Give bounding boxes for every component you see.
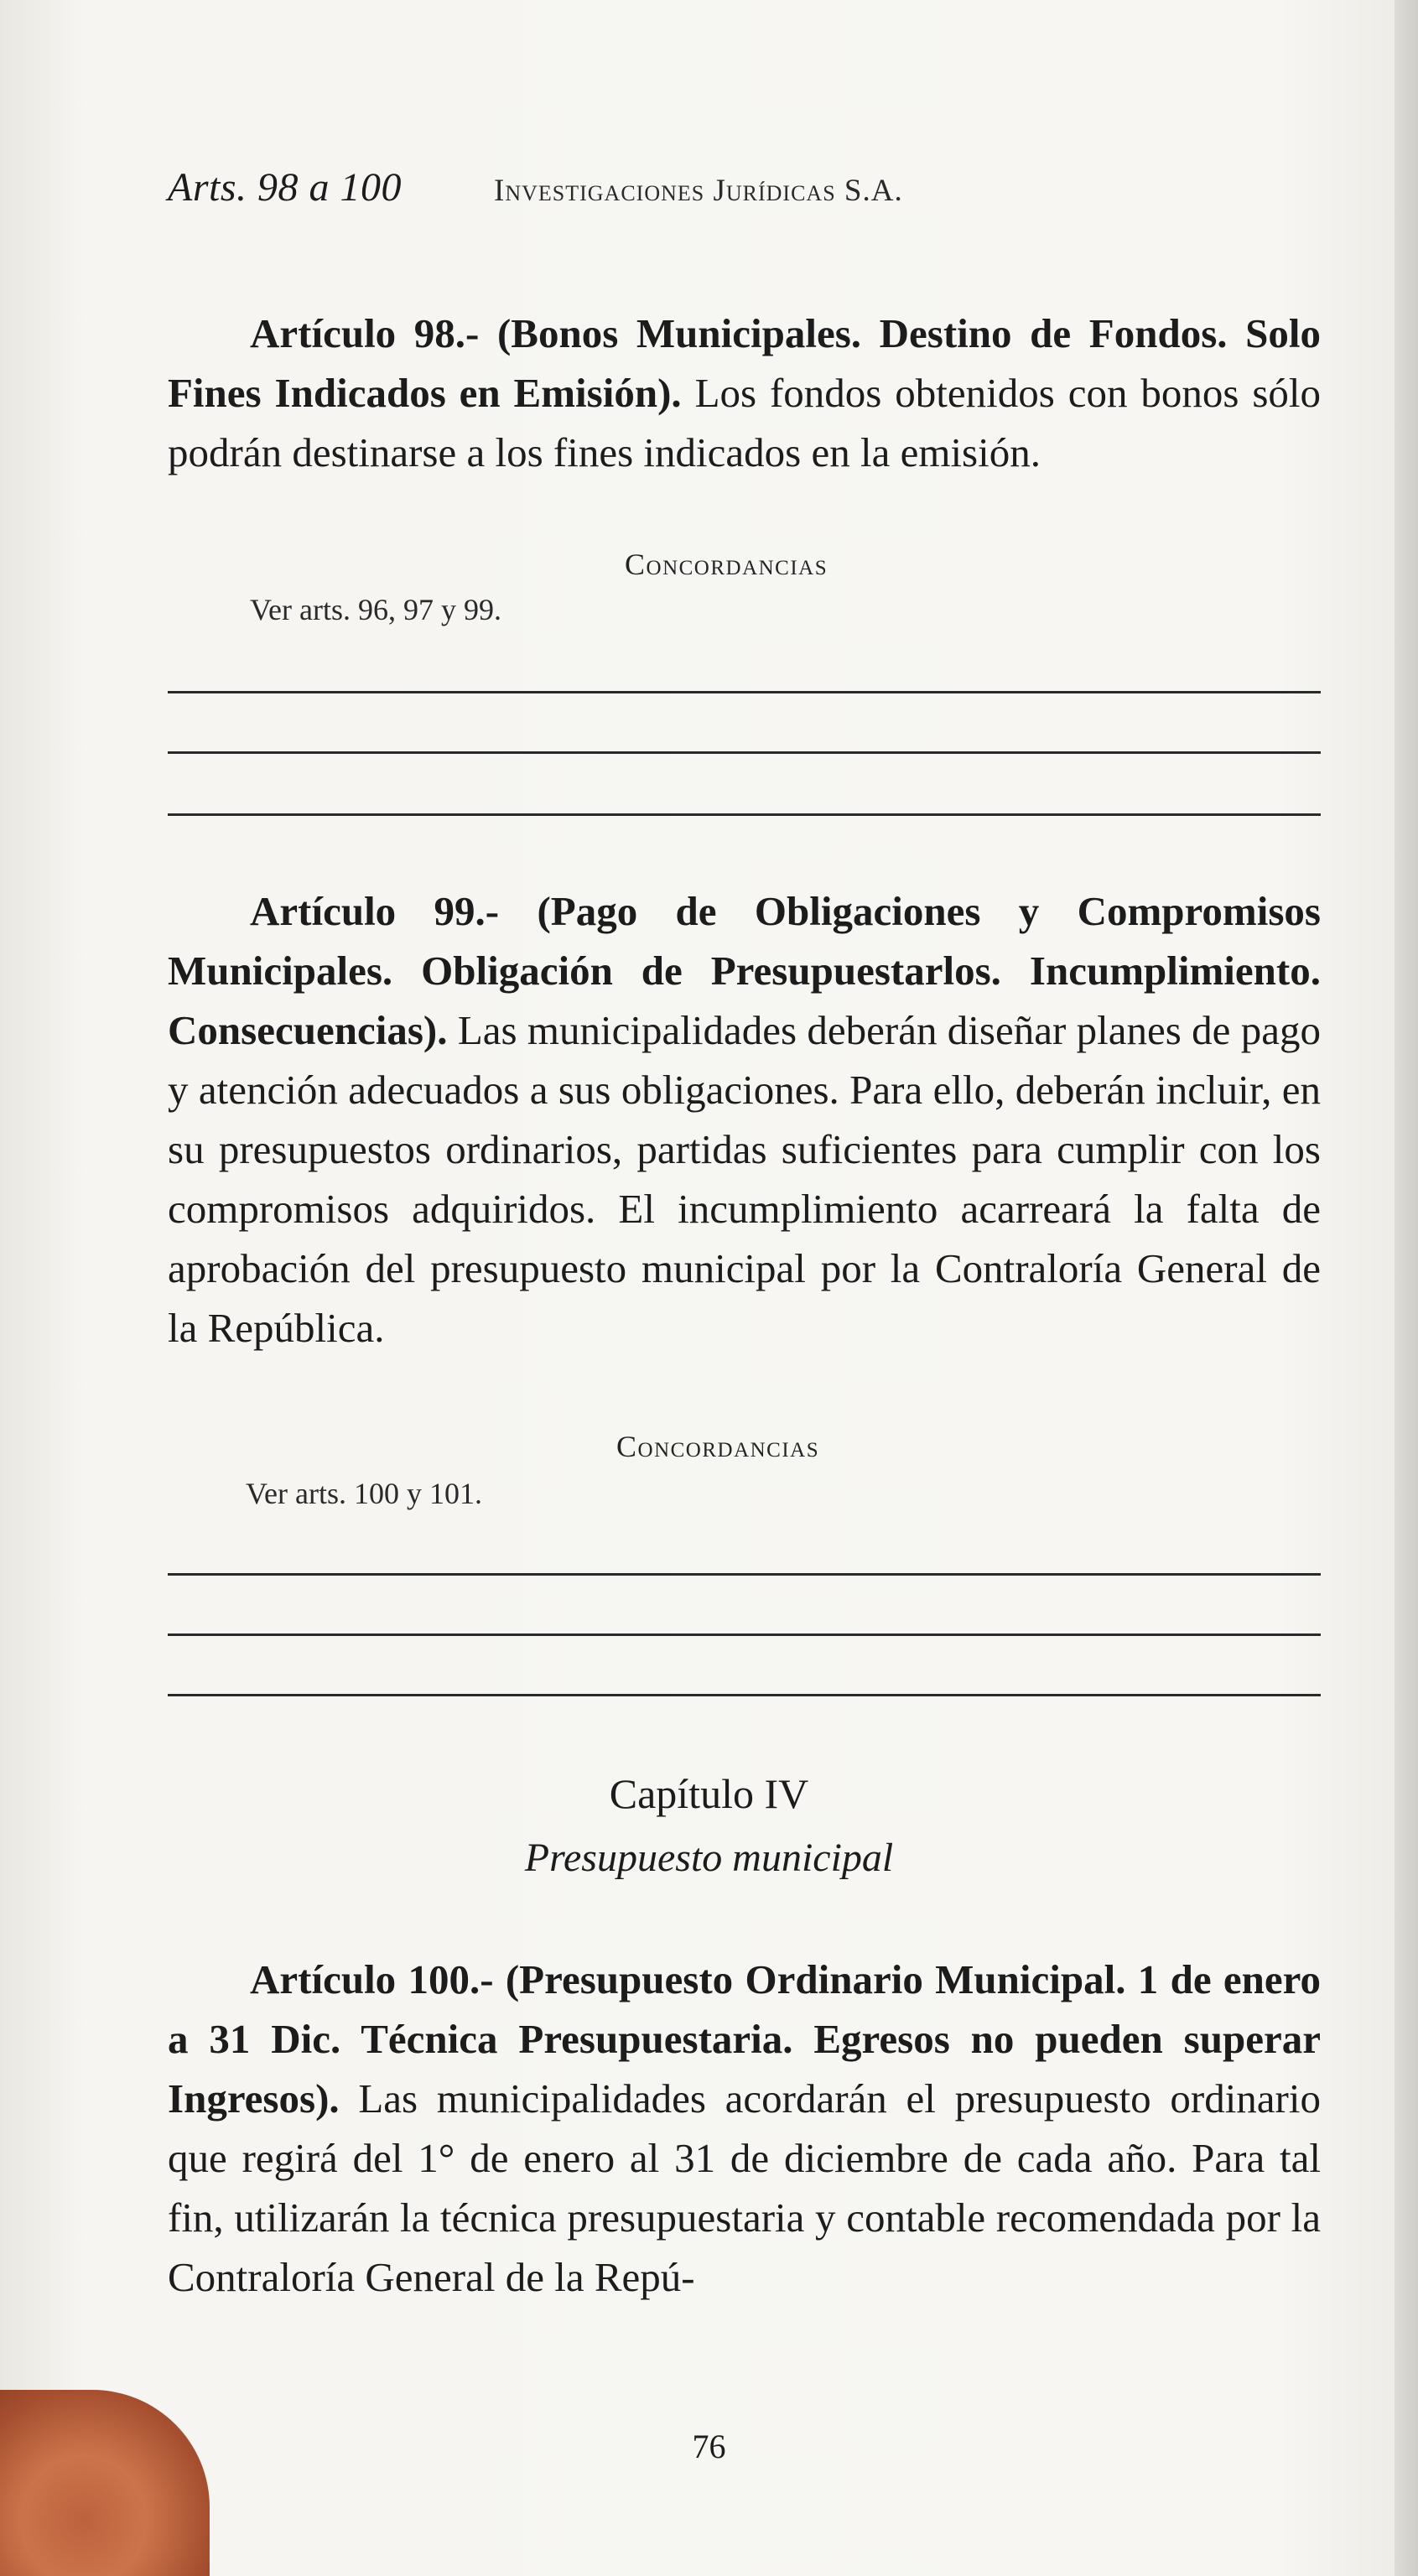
concordancias-ref-2: Ver arts. 100 y 101. xyxy=(246,1477,482,1510)
thumb-photo-artifact xyxy=(0,2390,210,2576)
chapter-subtitle: Presupuesto municipal xyxy=(524,1836,894,1880)
page-edge xyxy=(1395,0,1418,2576)
divider-line xyxy=(168,813,1321,816)
article-100-heading: Artículo 100.- (Presupuesto Ordinario Municipal. 1 de enero a 31 Dic. Técnica Presupuestaria. Egresos no pueden superar Ingresos). xyxy=(168,1956,1321,2122)
article-100-body: Las municipalidades acordarán el presupuesto ordinario que regirá del 1° de enero al 31 de diciembre de cada año. Para tal fin, utilizarán la técnica presupuestaria y contable recomendada por la Contraloría General de la Repú- xyxy=(168,2075,1321,2300)
divider-line xyxy=(168,751,1321,754)
divider-line xyxy=(168,1694,1321,1696)
divider-line xyxy=(168,1573,1321,1576)
concordancias-ref-1: Ver arts. 96, 97 y 99. xyxy=(250,593,501,626)
header-publisher: Investigaciones Jurídicas S.A. xyxy=(494,174,903,208)
concordancias-title-2: Concordancias xyxy=(616,1430,820,1463)
article-99 xyxy=(168,881,1321,1358)
divider-line xyxy=(168,1633,1321,1636)
article-100 xyxy=(168,1950,1321,2307)
article-99-body: Las municipalidades deberán diseñar planes de pago y atención adecuados a sus obligaciones. Para ello, deberán incluir, en su presupuestos ordinarios, partidas suficientes para cumplir con los compromisos adquiridos. El incumplimiento acarreará la falta de aprobación del presupuesto municipal por la Contraloría General de la República. xyxy=(168,1007,1321,1351)
page-number: 76 xyxy=(692,2428,726,2465)
running-header xyxy=(168,164,1308,223)
concordancias-title-1: Concordancias xyxy=(625,548,828,581)
header-articles-range: Arts. 98 a 100 xyxy=(168,165,403,210)
chapter-title: Capítulo IV xyxy=(609,1770,809,1817)
article-98 xyxy=(168,304,1321,482)
article-98-heading: Artículo 98.- (Bonos Municipales. Destino de Fondos. Solo Fines Indicados en Emisión). xyxy=(168,310,1321,416)
article-99-heading: Artículo 99.- (Pago de Obligaciones y Compromisos Municipales. Obligación de Presupuestarlos. Incumplimiento. Consecuencias). xyxy=(168,888,1321,1053)
divider-line xyxy=(168,691,1321,693)
article-98-body: Los fondos obtenidos con bonos sólo podrán destinarse a los fines indicados en la emisión. xyxy=(168,370,1322,475)
